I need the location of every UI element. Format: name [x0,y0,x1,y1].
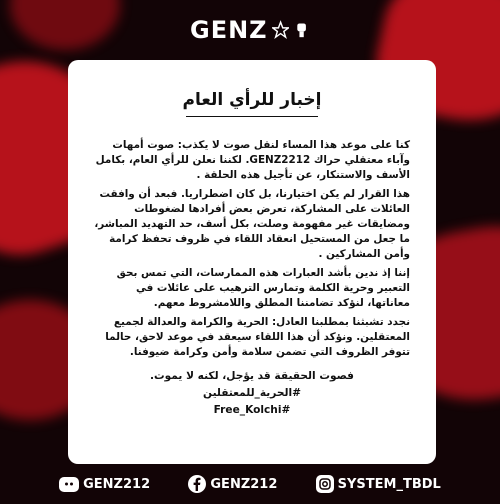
title-underline [186,116,318,117]
closing-line: فصوت الحقيقة قد يؤجل، لكنه لا يموت. [150,370,354,382]
facebook-label: GENZ212 [210,476,278,492]
facebook-link[interactable] [188,475,277,493]
hashtag[interactable]: #الحرية_للمعتقلين [203,387,301,399]
paragraph: إننا إذ ندين بأشد العبارات هذه الممارسات، التي تمس بحق التعبير وحرية الكلمة وتمارس الترهيب على عائلات في معاناتها، لنؤكد تضامننا المطلق واللامشروط معهم. [116,267,410,309]
instagram-label: SYSTEM_TBDL [337,476,441,492]
paragraph: نجدد تشبثنا بمطلبنا العادل: الحرية والكرامة والعدالة لجميع المعتقلين. ونؤكد أن هذا اللقاء سيعقد في موعد لاحق، حالما تتوفر الظروف التي تضمن سلامة وأمن وكرامة ضيوفنا. [105,316,410,358]
discord-icon [59,477,79,492]
hashtag[interactable]: #Free_Kolchi [213,404,291,416]
social-footer [0,474,500,494]
discord-label: GENZ212 [83,476,151,492]
paragraph: هذا القرار لم يكن اختيارنا، بل كان اضطراريا. فبعد أن وافقت العائلات على المشاركة، تعرض بعض أفرادها لضغوطات ومضايقات غير مفهومة وصلت، بكل أسف، حد التهديد المباشر، ما جعل من المستحيل انعقاد اللقاء في ظروف تحفظ كرامة وأمن المشاركين . [94,188,410,260]
card-body [94,138,410,364]
announcement-card [68,60,436,464]
discord-link[interactable] [59,477,150,492]
star-icon [272,19,289,41]
instagram-icon [316,475,334,493]
paragraph: كنا على موعد هذا المساء لنقل صوت لا يكذب: صوت أمهات وآباء معتقلي حراك GENZ2212. لكننا نعلن للرأي العام، بكامل الأسف والاستنكار، عن تأجيل هذه الحلقة . [95,139,410,181]
logo-text: GENZ [190,16,268,44]
closing-block [94,368,410,419]
brand-logo [190,8,310,52]
card-title: إخبار للرأي العام [182,90,322,110]
instagram-link[interactable] [316,475,441,493]
bg-shape [10,0,120,50]
fist-icon [293,19,310,41]
facebook-icon [188,475,206,493]
